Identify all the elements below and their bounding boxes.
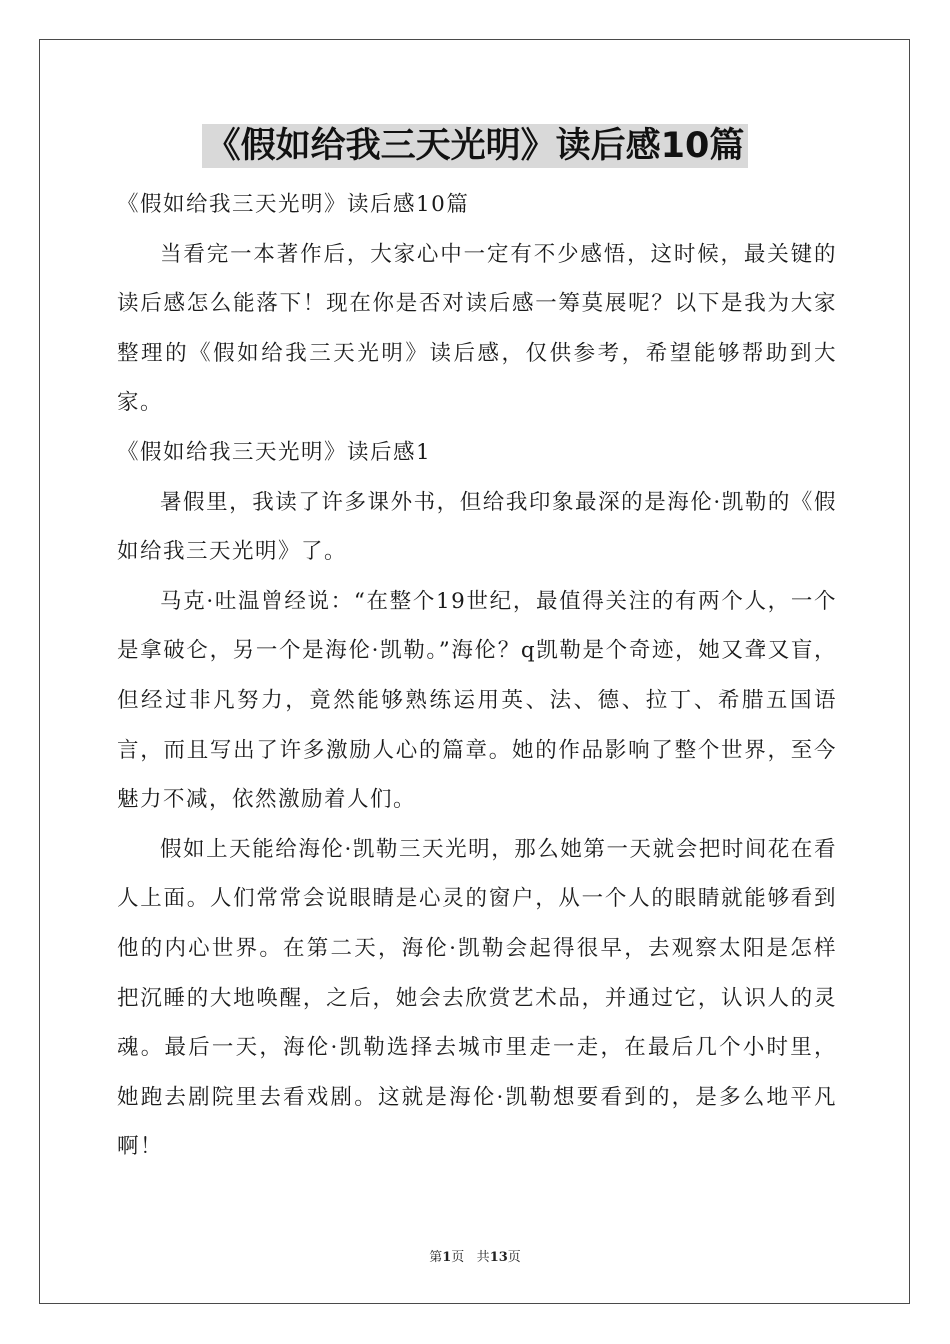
paragraph-body: 马克·吐温曾经说：“在整个19世纪，最值得关注的有两个人，一个是拿破仑，另一个是海伦·凯勒。”海伦？q凯勒是个奇迹，她又聋又盲，但经过非凡努力，竟然能够熟练运用英、法、德、拉丁、希腊五国语言，而且写出了许多激励人心的篇章。她的作品影响了整个世界，至今魅力不减，依然激励着人们。 bbox=[117, 588, 837, 813]
footer-total-suffix: 页 bbox=[507, 1250, 521, 1265]
paragraph-section-heading: 《假如给我三天光明》读后感1 bbox=[117, 439, 432, 465]
footer-page-prefix: 第 bbox=[429, 1250, 443, 1265]
footer-page-number: 1 bbox=[442, 1250, 452, 1265]
footer-total-pages: 13 bbox=[489, 1250, 508, 1265]
footer-page-suffix: 页 bbox=[451, 1250, 465, 1265]
document-body bbox=[117, 180, 837, 1172]
page-footer bbox=[0, 1246, 950, 1265]
title-container bbox=[0, 124, 950, 168]
paragraph-intro: 当看完一本著作后，大家心中一定有不少感悟，这时候，最关键的读后感怎么能落下！现在你是否对读后感一筹莫展呢？以下是我为大家整理的《假如给我三天光明》读后感，仅供参考，希望能够帮助到大家。 bbox=[117, 241, 837, 416]
footer-total-prefix: 共 bbox=[476, 1250, 490, 1265]
document-title: 《假如给我三天光明》读后感10篇 bbox=[202, 124, 749, 168]
paragraph-body: 暑假里，我读了许多课外书，但给我印象最深的是海伦·凯勒的《假如给我三天光明》了。 bbox=[117, 489, 837, 565]
paragraph-subtitle: 《假如给我三天光明》读后感10篇 bbox=[117, 192, 470, 217]
paragraph-body: 假如上天能给海伦·凯勒三天光明，那么她第一天就会把时间花在看人上面。人们常常会说眼睛是心灵的窗户，从一个人的眼睛就能够看到他的内心世界。在第二天，海伦·凯勒会起得很早，去观察太阳是怎样把沉睡的大地唤醒，之后，她会去欣赏艺术品，并通过它，认识人的灵魂。最后一天，海伦·凯勒选择去城市里走一走，在最后几个小时里，她跑去剧院里去看戏剧。这就是海伦·凯勒想要看到的，是多么地平凡啊！ bbox=[117, 836, 837, 1160]
